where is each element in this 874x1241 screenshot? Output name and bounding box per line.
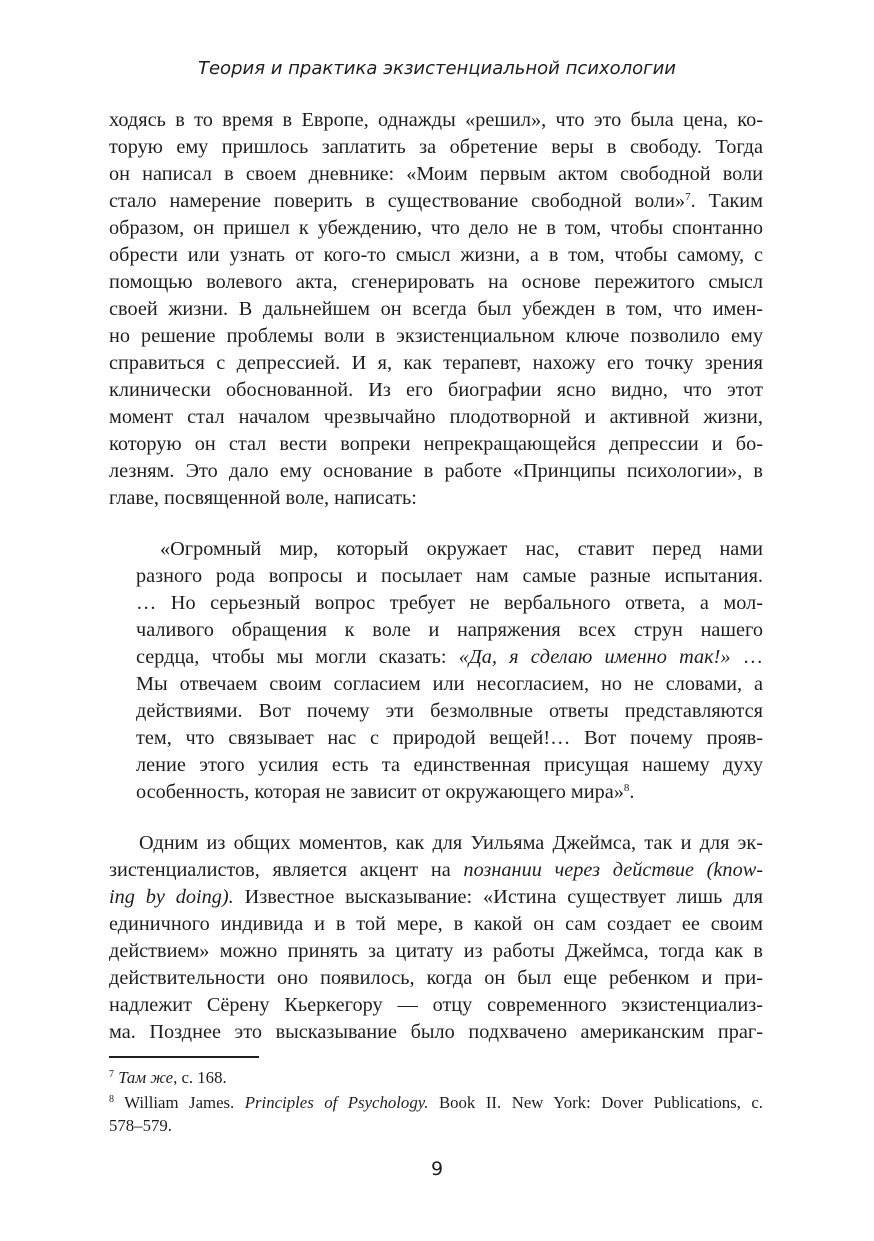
italic-phrase: «Да, я сделаю именно так!»	[458, 646, 731, 668]
footnote-italic: Principles of Psychology.	[244, 1093, 429, 1112]
text-line	[109, 884, 763, 910]
running-head: Теория и практика экзистенциальной психологии	[197, 58, 677, 79]
text-line: торую ему пришлось заплатить за обретение веры в свободу. Тогда	[109, 136, 763, 158]
quote-line: … Но серьезный вопрос требует не вербального ответа, а мол-	[136, 592, 763, 614]
footnote-text: , с. 168.	[173, 1068, 227, 1087]
text-segment: зистенциалистов, является акцент на	[109, 859, 464, 881]
text-line	[109, 857, 763, 883]
italic-phrase: ing by doing).	[109, 886, 234, 908]
italic-phrase: познании через действие (know-	[463, 859, 763, 881]
quote-line	[136, 779, 763, 805]
text-line: момент стал началом чрезвычайно плодотворной и активной жизни,	[109, 406, 763, 428]
text-line: обрести или узнать от кого-то смысл жизни, а в том, чтобы самому, с	[109, 244, 763, 266]
text-segment: Известное высказывание: «Истина существует лишь для	[233, 886, 763, 908]
footnote-ref-7[interactable]: 7	[685, 191, 691, 203]
footnote-8-continued: 578–579.	[109, 1116, 172, 1135]
footnote-8	[109, 1092, 763, 1114]
text-line: действием» можно принять за цитату из работы Джеймса, тогда как в	[109, 940, 763, 962]
text-line: надлежит Сёрену Кьеркегору — отцу современного экзистенциализ-	[109, 994, 763, 1016]
quote-line: «Огромный мир, который окружает нас, ставит перед нами	[160, 538, 763, 560]
text-line: но решение проблемы воли в экзистенциальном ключе позволило ему	[109, 325, 763, 347]
quote-line: Мы отвечаем своим согласием или несогласием, но не словами, а	[136, 673, 763, 695]
text-line: которую он стал вести вопреки непрекращающейся депрессии и бо-	[109, 433, 763, 455]
text-line: лезням. Это дало ему основание в работе «Принципы психологии», в	[109, 460, 763, 482]
footnote-divider	[109, 1056, 259, 1058]
footnote-italic: Там же	[118, 1068, 174, 1087]
footnote-text: Book II. New York: Dover Publications, с.	[428, 1093, 764, 1112]
footnote-7	[109, 1067, 227, 1089]
text-line: клинически обоснованной. Из его биографии ясно видно, что этот	[109, 379, 763, 401]
footnote-number: 7	[109, 1069, 114, 1080]
text-line: главе, посвященной воле, написать:	[109, 487, 417, 509]
quote-line: действиями. Вот почему эти безмолвные ответы представляются	[136, 700, 763, 722]
text-line: помощью волевого акта, сгенерировать на основе пережитого смысл	[109, 271, 763, 293]
text-line: единичного индивида и в той мере, в какой он сам создает ее своим	[109, 913, 763, 935]
text-segment: …	[730, 646, 763, 668]
text-segment: особенность, которая не зависит от окружающего мира»	[136, 781, 624, 803]
page-number: 9	[430, 1158, 444, 1180]
text-line	[109, 188, 763, 214]
quote-line: разного рода вопросы и посылает нам самые разные испытания.	[136, 565, 763, 587]
footnote-number: 8	[109, 1094, 114, 1105]
footnote-ref-8[interactable]: 8	[623, 782, 630, 794]
text-line: он написал в своем дневнике: «Моим первым актом свободной воли	[109, 163, 763, 185]
quote-line	[136, 644, 763, 670]
quote-line: тем, что связывает нас с природой вещей!… Вот почему прояв-	[136, 727, 763, 749]
text-line: ма. Позднее это высказывание было подхвачено американским праг-	[109, 1021, 763, 1043]
text-line: своей жизни. В дальнейшем он всегда был убежден в том, что имен-	[109, 298, 763, 320]
text-segment: .	[629, 781, 635, 803]
footnote-author: William James.	[124, 1093, 245, 1112]
quote-line: чаливого обращения к воле и напряжения всех струн нашего	[136, 619, 763, 641]
quote-line: ление этого усилия есть та единственная присущая нашему духу	[136, 754, 763, 776]
text-segment: . Таким	[690, 190, 763, 212]
text-segment: сердца, чтобы мы могли сказать:	[136, 646, 459, 668]
text-line: ходясь в то время в Европе, однажды «решил», что это была цена, ко-	[109, 109, 763, 131]
text-segment: стало намерение поверить в существование свободной воли»	[109, 190, 686, 212]
text-line: справиться с депрессией. И я, как терапевт, нахожу его точку зрения	[109, 352, 763, 374]
text-line: действительности оно появилось, когда он был еще ребенком и при-	[109, 967, 763, 989]
text-line: образом, он пришел к убеждению, что дело не в том, чтобы спонтанно	[109, 217, 763, 239]
text-line: Одним из общих моментов, как для Уильяма Джеймса, так и для эк-	[139, 832, 763, 854]
